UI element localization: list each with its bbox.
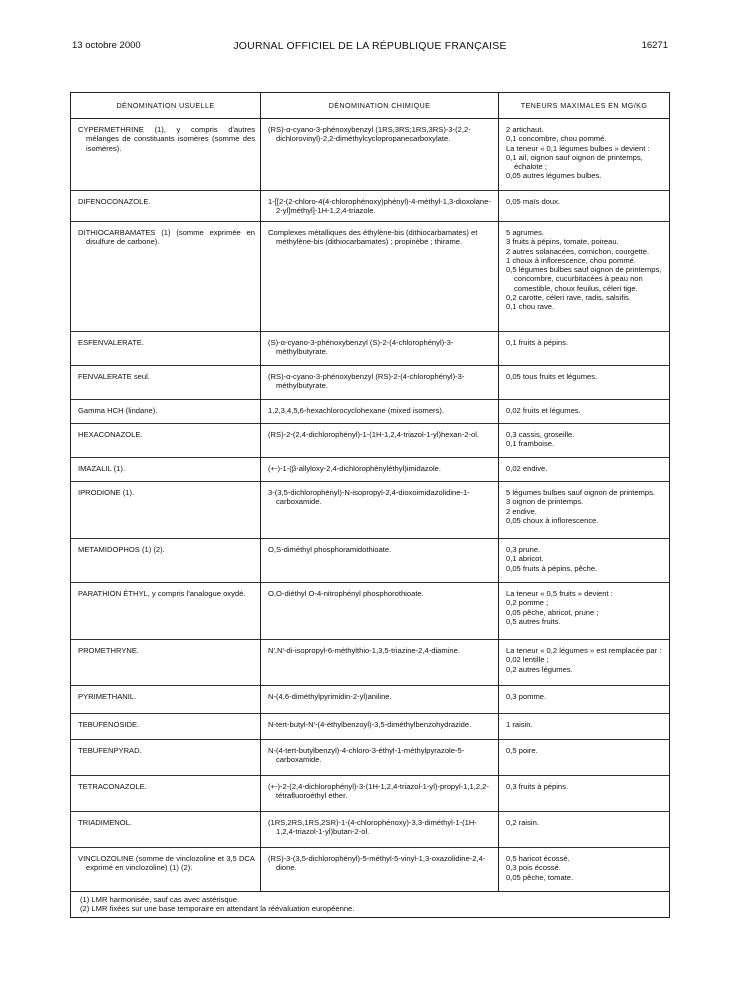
mrl-table bbox=[70, 92, 670, 918]
max-levels-cell bbox=[499, 640, 670, 686]
usual-name: CYPERMETHRINE (1), y compris d'autres mélanges de constituants isomères (somme des isomères). bbox=[78, 125, 255, 153]
max-level-entry: La teneur « 0,2 légumes » est remplacée par : bbox=[506, 646, 662, 655]
usual-name: PROMETHRYNE. bbox=[78, 646, 140, 655]
usual-name-cell bbox=[71, 539, 261, 583]
usual-name-cell bbox=[71, 848, 261, 892]
max-level-entry: 0,2 autres légumes. bbox=[506, 664, 573, 674]
max-level-entry: 1 raisin. bbox=[506, 720, 533, 729]
chemical-name-cell bbox=[261, 332, 499, 366]
usual-name-cell bbox=[71, 812, 261, 848]
usual-name: TEBUFENOSIDE. bbox=[78, 720, 140, 729]
footnote-2: (2) LMR fixées sur une base temporaire en attendant la réévaluation européenne. bbox=[80, 904, 355, 914]
chemical-name: O,S-diméthyl phosphoramidothioate. bbox=[268, 545, 392, 554]
table-row bbox=[71, 776, 670, 812]
usual-name-cell bbox=[71, 640, 261, 686]
max-levels-cell bbox=[499, 539, 670, 583]
usual-name: PARATHION ÉTHYL, y compris l'analogue oxydé. bbox=[78, 589, 246, 598]
usual-name-cell bbox=[71, 714, 261, 740]
max-level-entry: 2 artichaut. bbox=[506, 125, 544, 134]
max-levels-cell bbox=[499, 583, 670, 640]
table-row bbox=[71, 366, 670, 400]
max-levels-cell bbox=[499, 424, 670, 458]
max-level-entry: 0,05 maïs doux. bbox=[506, 197, 561, 206]
usual-name-cell bbox=[71, 332, 261, 366]
column-header-chemical-name: DÉNOMINATION CHIMIQUE bbox=[261, 93, 499, 119]
max-levels-cell bbox=[499, 776, 670, 812]
chemical-name-cell bbox=[261, 424, 499, 458]
table-row bbox=[71, 191, 670, 222]
max-levels-cell bbox=[499, 714, 670, 740]
max-level-entry: 0,02 fruits et légumes. bbox=[506, 406, 581, 415]
usual-name: IMAZALIL (1). bbox=[78, 464, 125, 473]
max-level-entry: 2 endive. bbox=[506, 506, 537, 516]
chemical-name-cell bbox=[261, 776, 499, 812]
max-level-entry: 0,1 abricot. bbox=[506, 554, 544, 564]
journal-title: JOURNAL OFFICIEL DE LA RÉPUBLIQUE FRANÇAISE bbox=[233, 40, 507, 52]
max-level-entry: 0,5 autres fruits. bbox=[506, 616, 561, 626]
table-row bbox=[71, 458, 670, 482]
usual-name: DITHIOCARBAMATES (1) (somme exprimée en disulfure de carbone). bbox=[78, 228, 255, 247]
max-levels-cell bbox=[499, 366, 670, 400]
usual-name: TETRACONAZOLE. bbox=[78, 782, 147, 791]
max-levels-cell bbox=[499, 812, 670, 848]
table-row bbox=[71, 222, 670, 332]
usual-name-cell bbox=[71, 222, 261, 332]
max-levels-cell bbox=[499, 482, 670, 539]
max-level-entry: La teneur « 0,5 fruits » devient : bbox=[506, 589, 613, 598]
chemical-name-cell bbox=[261, 583, 499, 640]
max-level-entry: 0,2 carotte, céleri rave, radis, salsifis. bbox=[506, 293, 631, 303]
max-level-entry: 3 fruits à pépins, tomate, poireau. bbox=[506, 237, 619, 247]
chemical-name-cell bbox=[261, 458, 499, 482]
max-levels-cell bbox=[499, 686, 670, 714]
table-row bbox=[71, 583, 670, 640]
chemical-name: (1RS,2RS,1RS,2SR)-1-(4-chlorophénoxy)-3,3-diméthyl-1-(1H-1,2,4-triazol-1-yl)butan-2-ol. bbox=[268, 818, 477, 837]
chemical-name: (RS)-α-cyano-3-phénoxybenzyl (RS)-2-(4-chlorophényl)-3-méthylbutyrate. bbox=[268, 372, 465, 391]
max-level-entry: 0,5 poire. bbox=[506, 746, 538, 755]
max-level-entry: 0,1 chou rave. bbox=[506, 302, 555, 312]
usual-name: DIFENOCONAZOLE. bbox=[78, 197, 151, 206]
usual-name: ESFENVALERATE. bbox=[78, 338, 144, 347]
chemical-name: N-(4,6-diméthylpyrimidin-2-yl)aniline. bbox=[268, 692, 392, 701]
chemical-name-cell bbox=[261, 686, 499, 714]
max-level-entry: 0,1 fruits à pépins. bbox=[506, 338, 569, 347]
chemical-name: 3-(3,5-dichlorophényl)-N-isopropyl-2,4-dioxoimidazolidine-1-carboxamide. bbox=[268, 488, 470, 507]
usual-name: FENVALERATE seul. bbox=[78, 372, 150, 381]
usual-name: HEXACONAZOLE. bbox=[78, 430, 143, 439]
max-level-entry: 0,02 endive. bbox=[506, 464, 548, 473]
max-level-entry: 0,05 fruits à pépins, pêche. bbox=[506, 563, 598, 573]
chemical-name: N-tert-butyl-N'-(4-éthylbenzoyl)-3,5-diméthylbenzohydrazide. bbox=[268, 720, 472, 729]
page-header bbox=[72, 40, 668, 56]
max-levels-cell bbox=[499, 191, 670, 222]
usual-name-cell bbox=[71, 424, 261, 458]
chemical-name: (S)-α-cyano-3-phénoxybenzyl (S)-2-(4-chlorophényl)-3-méthylbutyrate. bbox=[268, 338, 454, 357]
max-level-entry: 0,3 cassis, groseille. bbox=[506, 430, 575, 439]
table-row bbox=[71, 812, 670, 848]
max-level-entry: 0,3 fruits à pépins. bbox=[506, 782, 569, 791]
chemical-name-cell bbox=[261, 400, 499, 424]
max-level-entry: 2 autres solanacées, cornichon, courgette. bbox=[506, 246, 650, 256]
max-levels-cell bbox=[499, 332, 670, 366]
chemical-name: 1,2,3,4,5,6-hexachlorocyclohexane (mixed isomers). bbox=[268, 406, 445, 415]
max-level-entry: 0,3 prune. bbox=[506, 545, 541, 554]
max-levels-cell bbox=[499, 740, 670, 776]
max-level-entry: 0,05 tous fruits et légumes. bbox=[506, 372, 598, 381]
chemical-name-cell bbox=[261, 848, 499, 892]
max-level-entry: 0,1 framboise. bbox=[506, 439, 555, 449]
usual-name-cell bbox=[71, 458, 261, 482]
chemical-name: (+-)-2-(2,4-dichlorophényl)-3-(1H-1,2,4-triazol-1-yl)-propyl-1,1,2,2-tétrafluoroéthyl ether. bbox=[268, 782, 489, 801]
chemical-name: (RS)-2-(2,4-dichlorophényl)-1-(1H-1,2,4-triazol-1-yl)hexan-2-ol. bbox=[268, 430, 480, 439]
chemical-name: (RS)-3-(3,5-dichlorophényl)-5-méthyl-5-vinyl-1,3-oxazolidine-2,4-dione. bbox=[268, 854, 486, 873]
max-level-entry: 5 légumes bulbes sauf oignon de printemps. bbox=[506, 488, 656, 497]
max-level-entry: 0,1 ail, oignon sauf oignon de printemps, échalote ; bbox=[506, 152, 643, 172]
usual-name-cell bbox=[71, 482, 261, 539]
footnotes bbox=[71, 892, 670, 918]
usual-name-cell bbox=[71, 400, 261, 424]
usual-name: PYRIMETHANIL. bbox=[78, 692, 137, 701]
chemical-name-cell bbox=[261, 539, 499, 583]
max-level-entry: 0,3 pomme. bbox=[506, 692, 547, 701]
table-row bbox=[71, 640, 670, 686]
max-level-entry: 0,5 haricot écossé. bbox=[506, 854, 570, 863]
footnote-1: (1) LMR harmonisée, sauf cas avec astérisque. bbox=[80, 895, 240, 904]
usual-name-cell bbox=[71, 776, 261, 812]
max-level-entry: 0,05 pêche, abricot, prune ; bbox=[506, 607, 599, 617]
issue-date: 13 octobre 2000 bbox=[72, 40, 141, 51]
usual-name-cell bbox=[71, 740, 261, 776]
max-levels-cell bbox=[499, 119, 670, 191]
max-level-entry: 0,1 concombre, chou pommé. bbox=[506, 134, 607, 144]
max-level-entry: 5 agrumes. bbox=[506, 228, 544, 237]
max-level-entry: 0,2 raisin. bbox=[506, 818, 539, 827]
chemical-name-cell bbox=[261, 222, 499, 332]
chemical-name-cell bbox=[261, 812, 499, 848]
usual-name-cell bbox=[71, 191, 261, 222]
chemical-name: O,O-diéthyl O-4-nitrophényl phosphorothioate. bbox=[268, 589, 424, 598]
max-level-entry: 3 oignon de printemps. bbox=[506, 497, 584, 507]
chemical-name: N-(4-tert-butylbenzyl)-4-chloro-3-éthyl-1-méthylpyrazole-5-carboxamide. bbox=[268, 746, 465, 765]
page-number: 16271 bbox=[641, 40, 668, 51]
table-row bbox=[71, 740, 670, 776]
max-level-entry: 0,02 lentille ; bbox=[506, 655, 549, 665]
chemical-name-cell bbox=[261, 191, 499, 222]
table-row bbox=[71, 686, 670, 714]
usual-name-cell bbox=[71, 366, 261, 400]
table-row bbox=[71, 119, 670, 191]
table-row bbox=[71, 848, 670, 892]
max-level-entry: 0,2 pomme ; bbox=[506, 598, 549, 608]
usual-name-cell bbox=[71, 583, 261, 640]
usual-name: Gamma HCH (lindane). bbox=[78, 406, 158, 415]
chemical-name-cell bbox=[261, 366, 499, 400]
max-level-entry: 0,05 pêche, tomate. bbox=[506, 872, 574, 882]
usual-name-cell bbox=[71, 119, 261, 191]
max-levels-cell bbox=[499, 458, 670, 482]
max-level-entry: 0,05 autres légumes bulbes. bbox=[506, 171, 602, 181]
chemical-name: (+-)-1-(β-allyloxy-2,4-dichlorophényléthyl)imidazole. bbox=[268, 464, 441, 473]
usual-name: TEBUFENPYRAD. bbox=[78, 746, 142, 755]
usual-name: TRIADIMENOL. bbox=[78, 818, 133, 827]
chemical-name-cell bbox=[261, 640, 499, 686]
chemical-name: (RS)-α-cyano-3-phénoxybenzyl (1RS,3RS;1RS,3RS)-3-(2,2-dichlorovinyl)-2,2-diméthylcyclopropanecarboxylate. bbox=[268, 125, 471, 144]
table-row bbox=[71, 539, 670, 583]
usual-name: VINCLOZOLINE (somme de vinclozoline et 3,5 DCA exprimé en vinclozoline) (1) (2). bbox=[78, 854, 255, 873]
table-row bbox=[71, 714, 670, 740]
max-level-entry: 1 choux à inflorescence, chou pommé. bbox=[506, 255, 637, 265]
chemical-name-cell bbox=[261, 740, 499, 776]
table-body bbox=[71, 119, 670, 892]
max-levels-cell bbox=[499, 848, 670, 892]
chemical-name-cell bbox=[261, 714, 499, 740]
max-level-entry: 0,3 pois écossé. bbox=[506, 863, 561, 873]
table-row bbox=[71, 332, 670, 366]
table-header-row bbox=[71, 93, 670, 119]
table-row bbox=[71, 400, 670, 424]
footnotes-row bbox=[71, 892, 670, 918]
chemical-name: N',N'-di-isopropyl-6-méthylthio-1,3,5-triazine-2,4-diamine. bbox=[268, 646, 460, 655]
max-level-entry: La teneur « 0,1 légumes bulbes » devient : bbox=[506, 143, 650, 153]
chemical-name-cell bbox=[261, 482, 499, 539]
table-row bbox=[71, 482, 670, 539]
table-row bbox=[71, 424, 670, 458]
column-header-max-levels: TENEURS MAXIMALES EN MG/KG bbox=[499, 93, 670, 119]
max-levels-cell bbox=[499, 222, 670, 332]
chemical-name: 1-[[2-(2-chloro-4(4-chlorophénoxy)phényl)-4-méthyl-1,3-dioxolane-2-yl]méthyl]-1H-1,2,4-triazole. bbox=[268, 197, 491, 216]
usual-name-cell bbox=[71, 686, 261, 714]
usual-name: IPRODIONE (1). bbox=[78, 488, 135, 497]
chemical-name-cell bbox=[261, 119, 499, 191]
max-level-entry: 0,05 choux à inflorescence. bbox=[506, 515, 599, 525]
usual-name: METAMIDOPHOS (1) (2). bbox=[78, 545, 165, 554]
max-levels-cell bbox=[499, 400, 670, 424]
max-level-entry: 0,5 légumes bulbes sauf oignon de printemps, concombre, cucurbitacées à peau non comestible, choux feuilus, céleri tige. bbox=[506, 265, 662, 293]
chemical-name: Complexes métalliques des éthylène-bis (dithiocarbamates) et méthylène-bis (dithiocarbamates) ; propinèbe ; thirame. bbox=[268, 228, 478, 247]
column-header-usual-name: DÉNOMINATION USUELLE bbox=[71, 93, 261, 119]
